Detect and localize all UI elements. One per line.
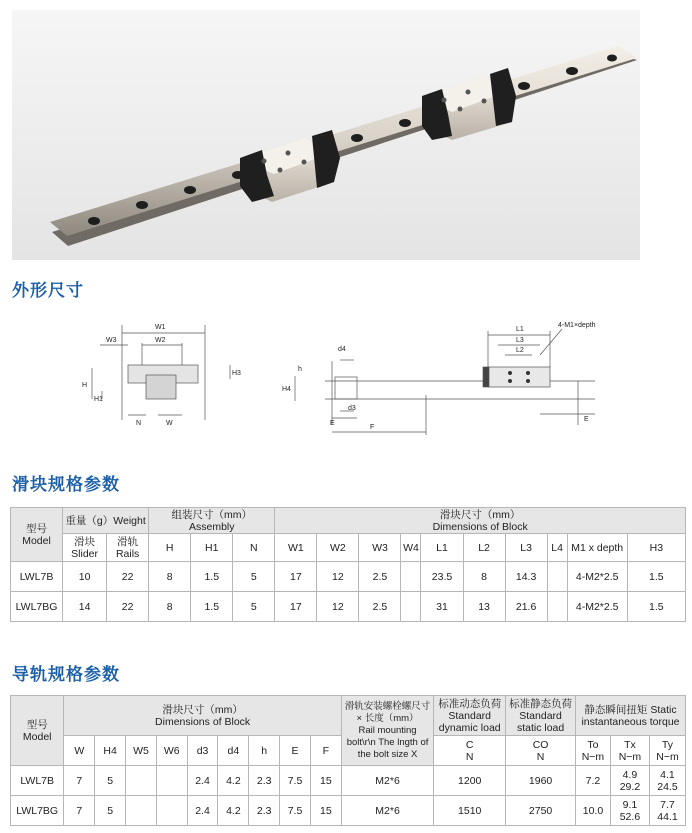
cell: 14 <box>63 592 107 622</box>
label-h: H <box>82 382 88 389</box>
cell: 4-M2*2.5 <box>567 562 627 592</box>
cell: 12 <box>317 562 359 592</box>
col-slider: 滑块 Slider <box>63 534 107 562</box>
label-l1: L1 <box>516 326 524 333</box>
cell: 1.5 <box>627 592 685 622</box>
label-h3: H3 <box>232 370 241 377</box>
cell: 4-M2*2.5 <box>567 592 627 622</box>
cell: 4.9 29.2 <box>610 766 649 796</box>
cell: 14.3 <box>505 562 547 592</box>
col-co: CO N <box>506 736 576 766</box>
label-f: F <box>370 424 375 431</box>
product-photo <box>12 10 640 260</box>
col-d3: d3 <box>187 736 218 766</box>
cell: M2*6 <box>341 796 433 826</box>
block-spec-table <box>10 507 686 622</box>
col-e: E <box>280 736 311 766</box>
cell: 22 <box>107 592 149 622</box>
cell: 2.3 <box>249 796 280 826</box>
cell: 15 <box>310 796 341 826</box>
cell: 2750 <box>506 796 576 826</box>
cell: LWL7BG <box>11 592 63 622</box>
cell: 15 <box>310 766 341 796</box>
dynamic-load-header: 标准动态负荷 Standard dynamic load <box>434 696 506 736</box>
cell <box>156 766 187 796</box>
col-l1: L1 <box>421 534 463 562</box>
cell: 21.6 <box>505 592 547 622</box>
label-l2: L2 <box>516 347 524 354</box>
cell: 1.5 <box>191 562 233 592</box>
col-w6: W6 <box>156 736 187 766</box>
label-w3: W3 <box>106 337 117 344</box>
cell: 7 <box>64 766 95 796</box>
label-w: W <box>166 420 173 427</box>
cell: 8 <box>463 562 505 592</box>
cell: M2*6 <box>341 766 433 796</box>
label-l3: L3 <box>516 337 524 344</box>
torque-header: 静态瞬间扭矩 Static instantaneous torque <box>576 696 686 736</box>
label-w1: W1 <box>155 324 166 331</box>
cell: 5 <box>95 796 126 826</box>
label-h4: H4 <box>282 386 291 393</box>
cell: LWL7B <box>11 766 64 796</box>
table-row <box>11 562 686 592</box>
cell: 12 <box>317 592 359 622</box>
model-header: 型号 Model <box>11 696 64 766</box>
label-h-small: h <box>298 366 302 373</box>
cell: 4.2 <box>218 796 249 826</box>
cell: 10 <box>63 562 107 592</box>
col-h1: H1 <box>191 534 233 562</box>
bolt-header: 滑轨安装螺栓螺尺寸 × 长度（mm） Rail mounting bolt\r\n The lngth of the bolt size X <box>341 696 433 766</box>
cell: LWL7B <box>11 562 63 592</box>
cell: 1.5 <box>191 592 233 622</box>
col-l2: L2 <box>463 534 505 562</box>
cell: 5 <box>95 766 126 796</box>
section-title-rail-spec: 导轨规格参数 <box>12 665 120 685</box>
cell: 2.4 <box>187 766 218 796</box>
table-row <box>11 766 686 796</box>
section-title-dimensions: 外形尺寸 <box>12 281 84 301</box>
cell: 2.4 <box>187 796 218 826</box>
cell: 17 <box>275 592 317 622</box>
cell <box>126 766 157 796</box>
col-l3: L3 <box>505 534 547 562</box>
cell: 4.1 24.5 <box>649 766 685 796</box>
label-n: N <box>136 420 142 427</box>
col-n: N <box>233 534 275 562</box>
col-f: F <box>310 736 341 766</box>
cell <box>547 592 567 622</box>
cell: 7.5 <box>280 766 311 796</box>
cell: 7 <box>64 796 95 826</box>
col-w5: W5 <box>126 736 157 766</box>
cell: 7.2 <box>576 766 611 796</box>
label-e-right: E <box>584 416 589 423</box>
col-c: C N <box>434 736 506 766</box>
table-row <box>11 796 686 826</box>
cell: 1510 <box>434 796 506 826</box>
cell <box>401 592 421 622</box>
col-to: To N−m <box>576 736 611 766</box>
cell: 2.5 <box>359 562 401 592</box>
label-h1: H1 <box>94 396 103 403</box>
label-m1-depth: 4-M1×depth <box>558 322 596 329</box>
col-h: H <box>149 534 191 562</box>
cell: 5 <box>233 562 275 592</box>
model-header: 型号 Model <box>11 508 63 562</box>
col-w2: W2 <box>317 534 359 562</box>
cell: LWL7BG <box>11 796 64 826</box>
col-w1: W1 <box>275 534 317 562</box>
cell: 7.5 <box>280 796 311 826</box>
assembly-header: 组装尺寸（mm） Assembly <box>149 508 275 534</box>
cell <box>156 796 187 826</box>
cell: 8 <box>149 592 191 622</box>
cell <box>126 796 157 826</box>
col-d4: d4 <box>218 736 249 766</box>
cell: 2.3 <box>249 766 280 796</box>
col-h4: H4 <box>95 736 126 766</box>
col-w: W <box>64 736 95 766</box>
col-m1-depth: M1 x depth <box>567 534 627 562</box>
cell: 1.5 <box>627 562 685 592</box>
weight-header: 重量（g）Weight <box>63 508 149 534</box>
block-dimensions-header: 滑块尺寸（mm） Dimensions of Block <box>275 508 686 534</box>
cell: 10.0 <box>576 796 611 826</box>
cell: 22 <box>107 562 149 592</box>
col-h: h <box>249 736 280 766</box>
cell <box>547 562 567 592</box>
dimension-drawing <box>70 315 630 440</box>
section-title-block-spec: 滑块规格参数 <box>12 475 120 495</box>
block-dimensions-header: 滑块尺寸（mm） Dimensions of Block <box>64 696 341 736</box>
cell: 1960 <box>506 766 576 796</box>
col-w3: W3 <box>359 534 401 562</box>
rail-spec-table <box>10 695 686 826</box>
label-w2: W2 <box>155 337 166 344</box>
cell: 23.5 <box>421 562 463 592</box>
cell: 2.5 <box>359 592 401 622</box>
cell: 5 <box>233 592 275 622</box>
col-ty: Ty N−m <box>649 736 685 766</box>
table-row <box>11 592 686 622</box>
cell: 8 <box>149 562 191 592</box>
cell: 13 <box>463 592 505 622</box>
label-d3: d3 <box>348 405 356 412</box>
cell <box>401 562 421 592</box>
cell: 1200 <box>434 766 506 796</box>
col-tx: Tx N−m <box>610 736 649 766</box>
cell: 31 <box>421 592 463 622</box>
col-w4: W4 <box>401 534 421 562</box>
cell: 7.7 44.1 <box>649 796 685 826</box>
static-load-header: 标准静态负荷 Standard static load <box>506 696 576 736</box>
cell: 17 <box>275 562 317 592</box>
cell: 4.2 <box>218 766 249 796</box>
label-e-left: E <box>330 420 335 427</box>
label-d4: d4 <box>338 346 346 353</box>
cell: 9.1 52.6 <box>610 796 649 826</box>
col-l4: L4 <box>547 534 567 562</box>
col-rails: 滑轨 Rails <box>107 534 149 562</box>
col-h3: H3 <box>627 534 685 562</box>
